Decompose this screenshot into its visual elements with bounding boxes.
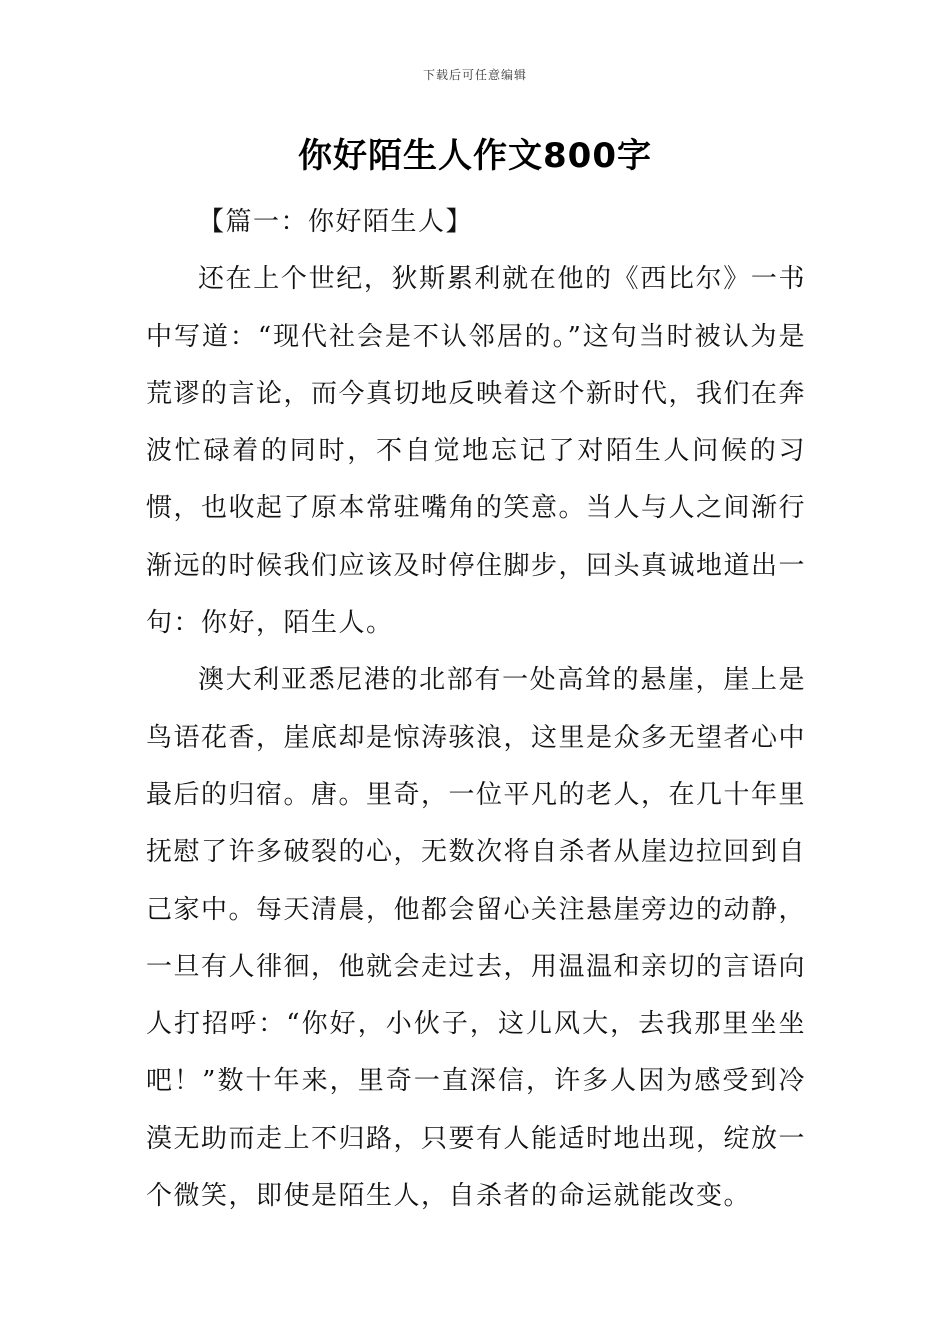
paragraph-2: 澳大利亚悉尼港的北部有一处高耸的悬崖，崖上是鸟语花香，崖底却是惊涛骇浪，这里是众多无望者心中最后的归宿。唐。里奇，一位平凡的老人，在几十年里抚慰了许多破裂的心，无数次将自杀者从崖边拉回到自己家中。每天清晨，他都会留心关注悬崖旁边的动静，一旦有人徘徊，他就会走过去，用温温和亲切的言语向人打招呼：“你好，小伙子，这儿风大，去我那里坐坐吧！”数十年来，里奇一直深信，许多人因为感受到冷漠无助而走上不归路，只要有人能适时地出现，绽放一个微笑，即使是陌生人，自杀者的命运就能改变。 — [146, 665, 807, 1212]
header-note: 下载后可任意编辑 — [422, 68, 527, 82]
paragraph-1: 还在上个世纪，狄斯累利就在他的《西比尔》一书中写道：“现代社会是不认邻居的。”这句当时被认为是荒谬的言论，而今真切地反映着这个新时代，我们在奔波忙碌着的同时，不自觉地忘记了对陌生人问候的习惯，也收起了原本常驻嘴角的笑意。当人与人之间渐行渐远的时候我们应该及时停住脚步，回头真诚地道出一句：你好，陌生人。 — [146, 264, 807, 639]
document-title: 你好陌生人作文800字 — [298, 136, 652, 176]
document-body — [146, 194, 806, 1225]
section-heading: 【篇一：你好陌生人】 — [198, 207, 474, 237]
